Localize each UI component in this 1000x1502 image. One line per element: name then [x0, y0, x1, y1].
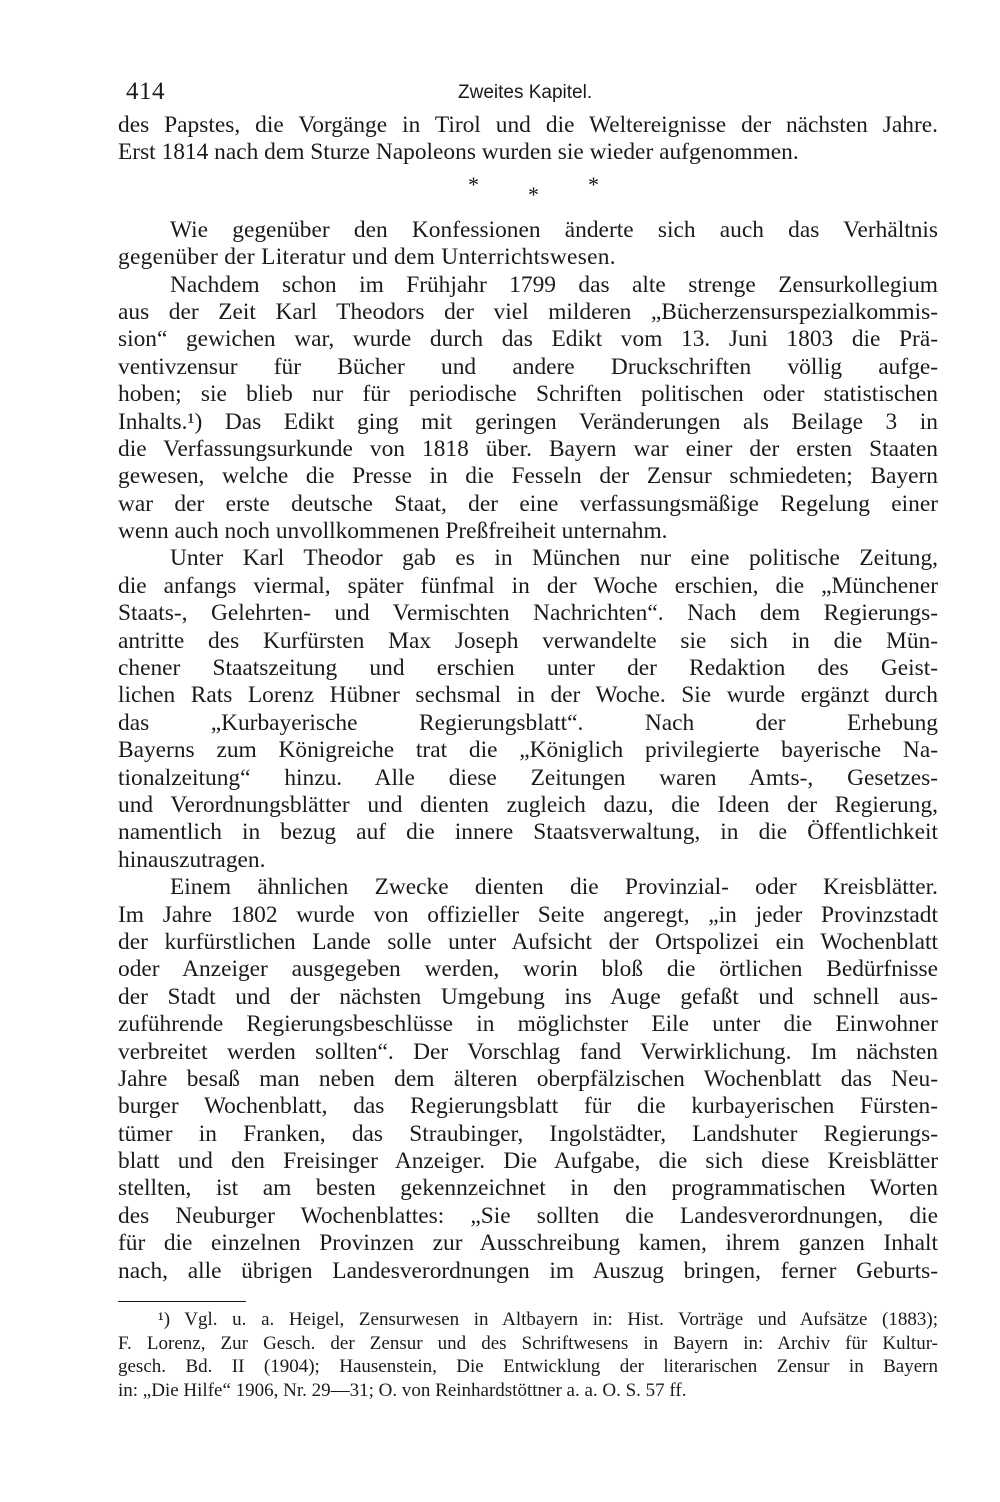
text-line: ventivzensur für Bücher und andere Druckschriften völlig aufge- — [118, 353, 938, 380]
section-break — [118, 167, 938, 217]
text-line: Erst 1814 nach dem Sturze Napoleons wurden sie wieder aufgenommen. — [118, 139, 799, 166]
text-line: zuführende Regierungsbeschlüsse in möglichster Eile unter die Einwohner — [118, 1011, 938, 1038]
text-line: die Verfassungsurkunde von 1818 über. Bayern war einer der ersten Staaten — [118, 435, 938, 462]
text-line: des Neuburger Wochenblattes: „Sie sollten die Landesverordnungen, die — [118, 1202, 938, 1229]
text-line: war der erste deutsche Staat, der eine verfassungsmäßige Regelung einer — [118, 490, 938, 517]
text-line: stellten, ist am besten gekennzeichnet in den programmatischen Worten — [118, 1175, 938, 1202]
footnote-line: F. Lorenz, Zur Gesch. der Zensur und des Schriftwesens in Bayern in: Archiv für Kultur- — [118, 1332, 938, 1354]
text-line: Bayerns zum Königreiche trat die „Königlich privilegierte bayerische Na- — [118, 737, 938, 764]
book-page — [118, 72, 938, 1402]
text-line: verbreitet werden sollten“. Der Vorschlag fand Verwirklichung. Im nächsten — [118, 1038, 938, 1065]
text-line: blatt und den Freisinger Anzeiger. Die Aufgabe, die sich diese Kreisblätter — [118, 1148, 938, 1175]
text-line: des Papstes, die Vorgänge in Tirol und die Weltereignisse der nächsten Jahre. — [118, 112, 938, 138]
asterisk-icon: * — [468, 171, 479, 197]
text-line: nach, alle übrigen Landesverordnungen im Auszug bringen, ferner Geburts- — [118, 1257, 938, 1284]
text-line: Unter Karl Theodor gab es in München nur eine politische Zeitung, — [170, 545, 938, 572]
text-line: burger Wochenblatt, das Regierungsblatt für die kurbayerischen Fürsten- — [118, 1093, 938, 1120]
page-header — [118, 72, 938, 112]
text-line: wenn auch noch unvollkommenen Preßfreiheit unternahm. — [118, 518, 668, 545]
asterisk-icon: * — [588, 171, 599, 197]
text-line: hoben; sie blieb nur für periodische Schriften politischen oder statistischen — [118, 381, 938, 408]
text-line: Jahre besaß man neben dem älteren oberpfälzischen Wochenblatt das Neu- — [118, 1065, 938, 1092]
footnote-divider — [118, 1301, 246, 1302]
text-line: sion“ gewichen war, wurde durch das Edikt vom 13. Juni 1803 die Prä- — [118, 326, 938, 353]
footnote-line: ¹) Vgl. u. a. Heigel, Zensurwesen in Altbayern in: Hist. Vorträge und Aufsätze (1883); — [158, 1309, 938, 1331]
text-line: lichen Rats Lorenz Hübner sechsmal in der Woche. Sie wurde ergänzt durch — [118, 682, 938, 709]
text-line: Wie gegenüber den Konfessionen änderte sich auch das Verhältnis — [170, 216, 938, 243]
text-line: gewesen, welche die Presse in die Fesseln der Zensur schmiedeten; Bayern — [118, 463, 938, 490]
text-line: Inhalts.¹) Das Edikt ging mit geringen Veränderungen als Beilage 3 in — [118, 408, 938, 435]
text-line: aus der Zeit Karl Theodors der viel milderen „Bücherzensurspezialkommis- — [118, 298, 938, 325]
text-line: Einem ähnlichen Zwecke dienten die Provinzial- oder Kreisblätter. — [170, 874, 938, 901]
text-line: tionalzeitung“ hinzu. Alle diese Zeitungen waren Amts-, Gesetzes- — [118, 764, 938, 791]
text-line: namentlich in bezug auf die innere Staatsverwaltung, in die Öffentlichkeit — [118, 819, 938, 846]
text-line: für die einzelnen Provinzen zur Ausschreibung kamen, ihrem ganzen Inhalt — [118, 1230, 938, 1257]
text-line: oder Anzeiger ausgegeben werden, worin bloß die örtlichen Bedürfnisse — [118, 956, 938, 983]
page-number: 414 — [126, 78, 165, 105]
text-line: die anfangs viermal, später fünfmal in der Woche erschien, die „Münchener — [118, 572, 938, 599]
running-head: Zweites Kapitel. — [458, 82, 593, 103]
text-line: der Stadt und der nächsten Umgebung ins Auge gefaßt und schnell aus- — [118, 983, 938, 1010]
text-line: und Verordnungsblätter und dienten zugleich dazu, die Ideen der Regierung, — [118, 791, 938, 818]
text-line: gegenüber der Literatur und dem Unterrichtswesen. — [118, 244, 616, 271]
text-line: Im Jahre 1802 wurde von offizieller Seite angeregt, „in jeder Provinzstadt — [118, 901, 938, 928]
footnote-line: gesch. Bd. II (1904); Hausenstein, Die Entwicklung der literarischen Zensur in Bayern — [118, 1356, 938, 1378]
text-line: der kurfürstlichen Lande solle unter Aufsicht der Ortspolizei ein Wochenblatt — [118, 928, 938, 955]
text-line: tümer in Franken, das Straubinger, Ingolstädter, Landshuter Regierungs- — [118, 1120, 938, 1147]
asterisk-icon: * — [528, 181, 539, 207]
text-line: chener Staatszeitung und erschien unter der Redaktion des Geist- — [118, 655, 938, 682]
text-line: hinauszutragen. — [118, 846, 266, 873]
footnote-line: in: „Die Hilfe“ 1906, Nr. 29—31; O. von Reinhardstöttner a. a. O. S. 57 ff. — [118, 1379, 687, 1401]
text-line: antritte des Kurfürsten Max Joseph verwandelte sie sich in die Mün- — [118, 627, 938, 654]
footnote — [118, 1308, 938, 1402]
text-line: Nachdem schon im Frühjahr 1799 das alte strenge Zensurkollegium — [170, 271, 938, 298]
text-line: Staats-, Gelehrten- und Vermischten Nachrichten“. Nach dem Regierungs- — [118, 600, 938, 627]
body-text — [118, 112, 938, 1285]
text-line: das „Kurbayerische Regierungsblatt“. Nach der Erhebung — [118, 709, 938, 736]
